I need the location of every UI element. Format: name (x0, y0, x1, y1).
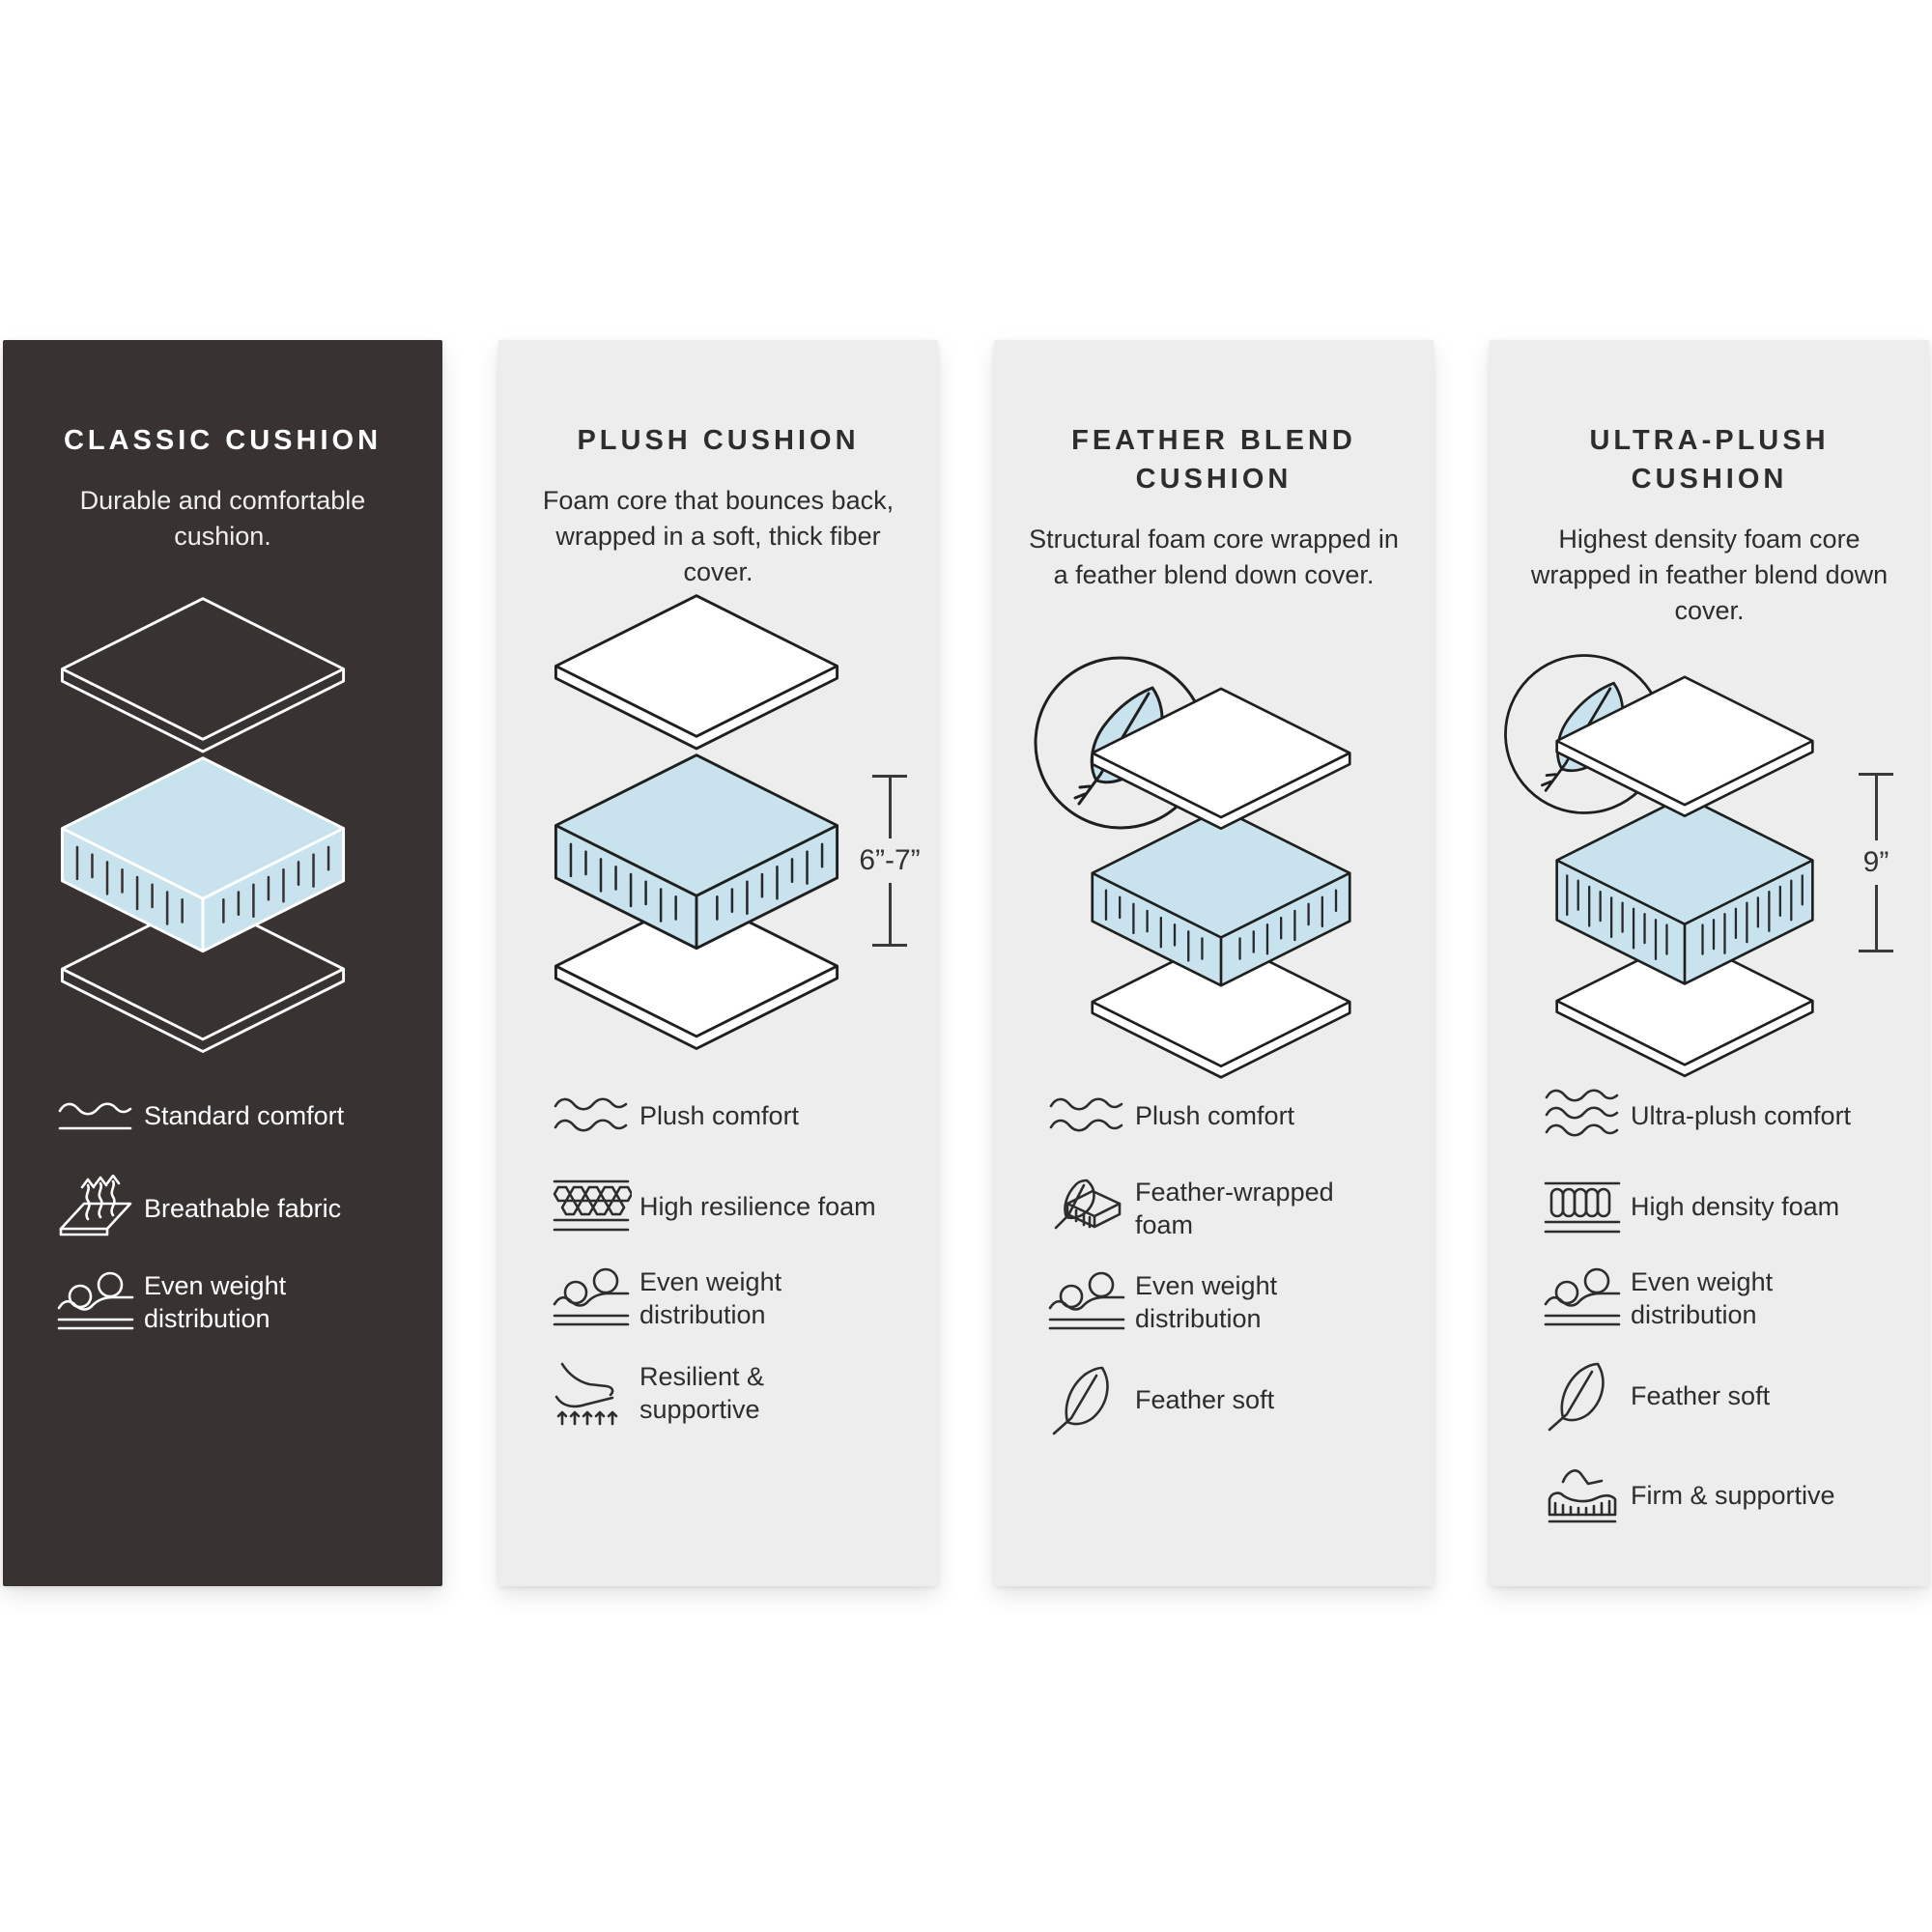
even-weight-icon (47, 1270, 144, 1334)
breathable-fabric-icon (47, 1175, 144, 1242)
measure-bottom-cap (1859, 950, 1893, 952)
exploded-cushion-icon (537, 586, 856, 1060)
feature-list (1038, 1084, 1420, 1464)
feature-row (1038, 1269, 1420, 1335)
feature-row (1038, 1175, 1420, 1242)
feature-row (47, 1269, 429, 1335)
wave-single-icon (47, 1092, 144, 1140)
feature-label: Plush comfort (1135, 1101, 1295, 1130)
panel-description: Highest density foam core wrapped in feather blend down cover. (1530, 525, 1889, 625)
measure-line (889, 883, 892, 944)
panel-row (3, 340, 1929, 1586)
panel-title: CLASSIC CUSHION (63, 425, 383, 456)
cushion-layers-diagram (3, 572, 442, 1084)
feature-label: Feather soft (1631, 1381, 1771, 1410)
feature-row (1038, 1362, 1420, 1437)
exploded-cushion-icon (43, 589, 362, 1063)
measure-line (1875, 885, 1878, 950)
feature-row (1534, 1461, 1916, 1530)
feature-label: Breathable fabric (144, 1194, 342, 1223)
exploded-cushion-icon (1075, 680, 1367, 1083)
feather-icon (1038, 1362, 1135, 1437)
even-weight-icon (543, 1266, 639, 1330)
feature-list (543, 1084, 924, 1455)
feature-row (1534, 1084, 1916, 1148)
panel-title: ULTRA-PLUSH CUSHION (1589, 425, 1830, 495)
feature-label: Even weight distribution (1631, 1267, 1774, 1329)
feather-icon (1534, 1358, 1631, 1434)
high-density-foam-icon (1534, 1177, 1631, 1236)
feature-label: Even weight distribution (1135, 1271, 1278, 1333)
feature-label: Plush comfort (639, 1101, 800, 1130)
feature-label: Even weight distribution (639, 1267, 782, 1329)
feature-list (1534, 1084, 1916, 1557)
exploded-cushion-icon (1540, 668, 1830, 1086)
feature-label: Ultra-plush comfort (1631, 1101, 1852, 1130)
feather-wrapped-foam-icon (1038, 1175, 1135, 1242)
feature-row (47, 1084, 429, 1148)
wave-triple-icon (1534, 1086, 1631, 1146)
feature-label: Standard comfort (144, 1101, 345, 1130)
even-weight-icon (1038, 1270, 1135, 1334)
panel-classic-cushion (3, 340, 442, 1586)
feature-row (543, 1175, 924, 1238)
wave-double-icon (1038, 1091, 1135, 1141)
panel-title: PLUSH CUSHION (577, 425, 860, 456)
feature-label: Resilient & supportive (639, 1362, 765, 1424)
feature-label: High resilience foam (639, 1192, 876, 1221)
resilient-supportive-icon (543, 1358, 639, 1428)
measure-line (889, 778, 892, 838)
feature-label: Firm & supportive (1631, 1481, 1835, 1510)
measure-value: 6”-7” (859, 844, 921, 876)
feature-row (1534, 1175, 1916, 1238)
even-weight-icon (1534, 1266, 1631, 1330)
feature-row (1534, 1358, 1916, 1434)
measure-line (1875, 776, 1878, 840)
panel-description: Foam core that bounces back, wrapped in a soft, thick fiber cover. (542, 486, 895, 586)
feature-label: Feather soft (1135, 1385, 1275, 1414)
feature-label: High density foam (1631, 1192, 1840, 1221)
feature-row (47, 1175, 429, 1242)
feature-row (543, 1358, 924, 1428)
measure-bottom-cap (872, 944, 907, 947)
panel-title: FEATHER BLEND CUSHION (1071, 425, 1356, 495)
panel-feather-blend-cushion (994, 340, 1434, 1586)
panel-description: Durable and comfortable cushion. (79, 486, 366, 551)
wave-double-icon (543, 1091, 639, 1141)
height-measurement (1828, 773, 1924, 952)
height-measurement (841, 775, 938, 947)
panel-description: Structural foam core wrapped in a feather blend down cover. (1029, 525, 1399, 589)
feature-row (543, 1265, 924, 1331)
feature-list (47, 1084, 429, 1362)
panel-plush-cushion (498, 340, 938, 1586)
measure-value: 9” (1862, 846, 1889, 878)
firm-supportive-icon (1534, 1461, 1631, 1530)
panel-ultra-plush-cushion (1490, 340, 1929, 1586)
feature-label: Feather-wrapped foam (1135, 1178, 1334, 1239)
feature-row (1038, 1084, 1420, 1148)
feature-label: Even weight distribution (144, 1271, 287, 1333)
cushion-layers-diagram (994, 572, 1434, 1084)
cushion-layers-diagram (1490, 572, 1929, 1084)
feature-row (1534, 1265, 1916, 1331)
honeycomb-foam-icon (543, 1177, 639, 1236)
cushion-layers-diagram (498, 572, 938, 1084)
feature-row (543, 1084, 924, 1148)
